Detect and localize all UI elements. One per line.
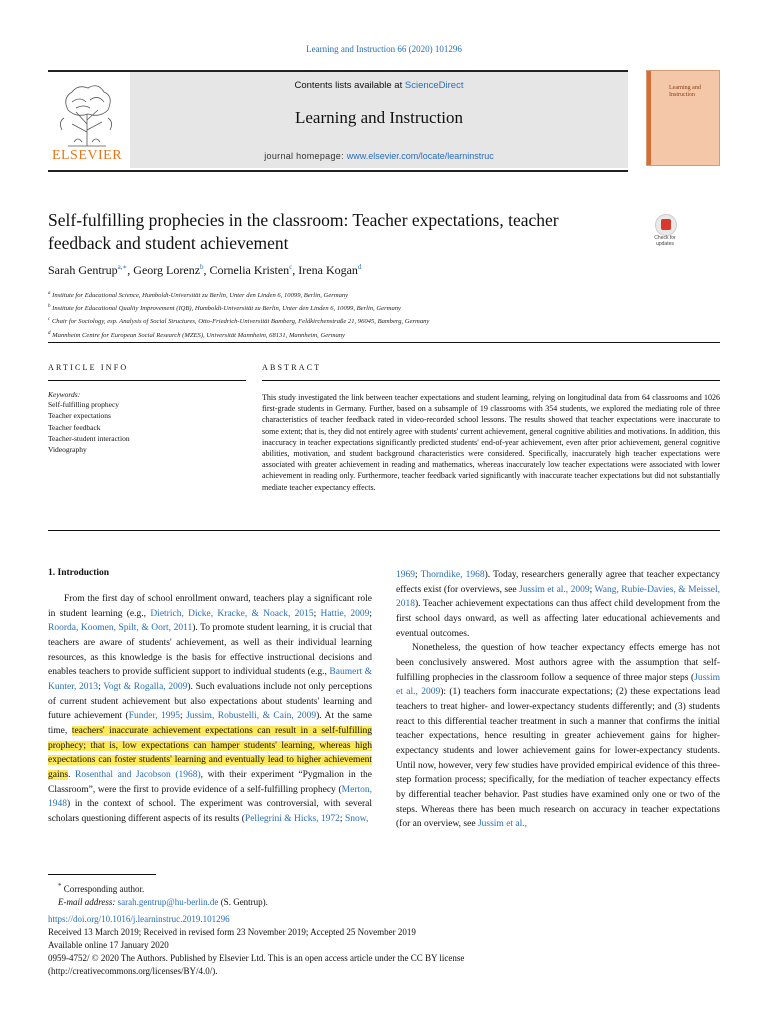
available-online: Available online 17 January 2020	[48, 940, 169, 950]
bookmark-icon	[655, 214, 677, 236]
reference-link[interactable]: Dietrich, Dicke, Kracke, & Noack, 2015	[150, 608, 314, 619]
reference-link[interactable]: Pellegrini & Hicks, 1972	[244, 813, 340, 824]
license-url: (http://creativecommons.org/licenses/BY/4.0/).	[48, 966, 218, 976]
article-info-heading: ARTICLE INFO	[48, 363, 129, 372]
reference-link[interactable]: Merton, 1948	[48, 784, 372, 810]
homepage-label: journal homepage:	[264, 151, 347, 161]
section-heading-introduction: 1. Introduction	[48, 568, 110, 578]
keywords-label: Keywords:	[48, 390, 81, 399]
corresponding-author-note: * Corresponding author.	[58, 882, 145, 894]
journal-citation-link[interactable]: Learning and Instruction 66 (2020) 101296	[306, 44, 462, 54]
cover-title-line-2: Instruction	[669, 92, 695, 98]
keyword-item: Self-fulfilling prophecy	[48, 400, 120, 409]
article-history	[48, 913, 720, 978]
reference-link[interactable]: Baumert & Kunter, 2013	[48, 667, 372, 692]
author-separator: ,	[292, 263, 299, 277]
affiliation-item: $^b$ Institute for Educational Quality Improvement (IQB), Humboldt-Universität zu Berlin, Unter den Linden 6, 10099, Berlin, Germany	[48, 304, 401, 313]
affiliation-item: $^a$ Institute for Educational Science, Humboldt-Universität zu Berlin, Unter den Linden 6, 10099, Berlin, Germany	[48, 291, 349, 300]
intro-right-paragraph-1: 1969; Thorndike, 1968). Today, researchers generally agree that teacher expectancy effects exist (for overviews, see Jussim et al., 2009; Wang, Rubie-Davies, & Meissel, 2018). Teacher achievement expectations can thus affect child development from the first school days onward, as well as affecting later educational achievements and eventual outcomes.	[396, 570, 721, 639]
abstract-rule	[262, 380, 720, 381]
author-name: Sarah Gentrup	[48, 263, 118, 277]
check-for-updates-label	[646, 235, 684, 247]
journal-name: Learning and Instruction	[294, 108, 464, 127]
email-line: E-mail address: sarah.gentrup@hu-berlin.de (S. Gentrup).	[58, 897, 268, 907]
reference-link[interactable]: Wang, Rubie-Davies, & Meissel, 2018	[396, 584, 721, 610]
author-separator: ,	[127, 263, 134, 277]
corresponding-footnote	[58, 880, 718, 909]
reference-link[interactable]: Hattie, 2009	[320, 608, 370, 619]
masthead-bottom-rule	[48, 170, 628, 172]
reference-link[interactable]: Jussim, Robustelli, & Cain, 2009	[186, 711, 317, 722]
cover-title-line-1: Learning and	[669, 85, 701, 91]
author-affiliation-link[interactable]: b	[200, 263, 204, 271]
masthead	[48, 70, 628, 168]
intro-left-paragraph: From the first day of school enrollment onward, teachers play a significant role in student learning (e.g., Dietrich, Dicke, Kracke, & Noack, 2015; Hattie, 2009; Roorda, Koomen, Spilt, & Oort, 2011). To promote student learning, it is crucial that teachers are aware of students' achievement, as well as their individual learning resources, as this knowledge is the basis for effective instructional decisions and enables teachers to provide sufficient support to individual students (e.g., Baumert & Kunter, 2013; Vogt & Rogalla, 2009). Such evaluations include not only perceptions of current student achievement but also expectations about students' learning and future achievement (Funder, 1995; Jussim, Robustelli, & Cain, 2009). At the same time, teachers' inaccurate achievement expectations can result in a self-fulfilling prophecy; that is, low expectations can hamper students' learning, whereas high expectations can foster students' learning and eventually lead to higher achievement gains. Rosenthal and Jacobson (1968), with their experiment “Pygmalion in the Classroom”, were the first to provide evidence of a self-fulfilling prophecy (Merton, 1948) in the context of school. The experiment was controversial, with several scholars questioning different aspects of its results (Pellegrini & Hicks, 1972; Snow,	[48, 594, 373, 824]
badge-line-2: updates	[656, 241, 674, 247]
reference-link[interactable]: 1969	[396, 570, 415, 580]
author-affiliation-link[interactable]: d	[357, 263, 362, 271]
check-for-updates-button[interactable]	[646, 214, 686, 250]
license-line: 0959-4752/ © 2020 The Authors. Published by Elsevier Ltd. This is an open access article under the CC BY license	[48, 953, 465, 963]
journal-cover-thumbnail[interactable]	[646, 70, 720, 166]
reference-link[interactable]: Funder, 1995	[128, 711, 181, 722]
affiliation-item: $^c$ Chair for Sociology, esp. Analysis of Social Structures, Otto-Friedrich-Universität Bamberg, Feldkirchenstraße 21, 96045, Bamberg, Germany	[48, 317, 430, 326]
masthead-banner	[130, 72, 628, 168]
cover-spine	[647, 71, 651, 165]
reference-link[interactable]: Jussim et al., 2009	[519, 584, 590, 595]
author-name: Irena Kogan	[298, 263, 358, 277]
reference-link[interactable]: Jussim et al., 2009	[396, 672, 720, 698]
reference-link[interactable]: Snow,	[344, 813, 369, 824]
reference-link[interactable]: Rosenthal and Jacobson (1968)	[75, 769, 201, 780]
keyword-item: Teacher-student interaction	[48, 433, 130, 443]
homepage-link[interactable]: www.elsevier.com/locate/learninstruc	[346, 151, 494, 161]
article-info-rule	[48, 380, 246, 381]
reference-link[interactable]: Vogt & Rogalla, 2009	[103, 681, 188, 692]
contents-line	[130, 80, 628, 91]
reference-link[interactable]: Thorndike, 1968	[420, 570, 485, 580]
elsevier-wordmark: ELSEVIER	[51, 148, 123, 163]
affiliations	[48, 288, 728, 341]
reference-link[interactable]: Roorda, Koomen, Spilt, & Oort, 2011	[48, 623, 193, 634]
abstract-bottom-rule	[48, 530, 720, 531]
author-affiliation-link[interactable]: a,∗	[117, 263, 128, 271]
intro-right-paragraph-2: Nonetheless, the question of how teacher expectancy effects emerge has not been conclusively answered. Most authors agree with the assumption that self-fulfilling prophecies in the classroom follow a sequence of three major steps (Jussim et al., 2009): (1) teachers form inaccurate expectations; (2) these expectations lead teachers to treat higher- and lower-expectancy students differently; and (3) students react to this differential teacher treatment in such a manner that confirms the initial teacher expectations, hence resulting in greater achievement gains for higher-expectancy students and lower achievement gains for lower-expectancy students. Until now, however, very few studies have provided empirical evidence of this three-step formation process; specifically, for the mediation of teacher expectancy effects by differential teacher behavior. Past studies have examined only one or two of the steps. Whereas there has been much research on accuracy in teacher expectations (for an overview, see Jussim et al.,	[396, 643, 720, 830]
badge-line-1: Check for	[654, 235, 676, 241]
highlighted-text[interactable]: teachers' inaccurate achievement expectations can result in a self-fulfilling prophecy; that is, low expectations can hamper students' learning, whereas high expectations can foster students' learning and eventually lead to higher achievement gains	[48, 725, 373, 780]
footnote-rule	[48, 874, 156, 875]
keyword-item: Teacher feedback	[48, 422, 101, 432]
intro-right-column	[396, 568, 720, 832]
article-title: Self-fulfilling prophecies in the classroom: Teacher expectations, teacher feedback and student achievement	[48, 210, 559, 253]
received-dates: Received 13 March 2019; Received in revised form 23 November 2019; Accepted 25 November 2019	[48, 927, 416, 937]
keyword-item: Videography	[48, 445, 87, 455]
doi-link[interactable]: https://doi.org/10.1016/j.learninstruc.2019.101296	[48, 914, 230, 924]
contents-prefix: Contents lists available at	[294, 80, 405, 91]
author-list	[48, 263, 361, 278]
author-separator: ,	[203, 263, 210, 277]
author-affiliation-link[interactable]: c	[289, 263, 293, 271]
keyword-item: Teacher expectations	[48, 411, 111, 421]
sciencedirect-link[interactable]: ScienceDirect	[404, 80, 464, 91]
affiliation-item: $^d$ Mannheim Centre for European Social Research (MZES), Universität Mannheim, 68131, Mannheim, Germany	[48, 330, 345, 339]
email-link[interactable]: sarah.gentrup@hu-berlin.de	[117, 897, 219, 907]
reference-link[interactable]: Jussim et al.,	[477, 819, 528, 830]
journal-homepage	[130, 151, 628, 161]
abstract-text: This study investigated the link between teacher expectations and student learning, relying on longitudinal data from 64 classrooms and 1026 first-grade students in Germany. Further, based on a subsample of 19 classrooms with 354 students, we explored the mediating role of three characteristics of teacher feedback rated in video-recorded school lessons. The results showed that teacher expectations were inaccurate to some extent; that is, they did not entirely agree with students' current achievement, general cognitive abilities and motivations. In addition, this inaccuracy in teacher expectations significantly predicted students' end-of-year achievement, even after prior achievement, general cognitive abilities, motivation, and student background characteristics were considered. Specifically, inaccurately high teacher expectations were associated with greater achievement in reading and mathematics, whereas inaccurately low teacher expectations were associated with lower achievement in reading only. Furthermore, teacher feedback varied significantly with inaccurate teacher expectations but did not substantially mediate teacher expectancy effects.	[262, 393, 720, 492]
author-name: Cornelia Kristen	[209, 263, 290, 277]
abstract-heading: ABSTRACT	[262, 363, 322, 372]
section-rule	[48, 342, 720, 343]
keywords-block	[48, 390, 246, 455]
cover-title	[669, 85, 701, 99]
author-name: Georg Lorenz	[133, 263, 201, 277]
